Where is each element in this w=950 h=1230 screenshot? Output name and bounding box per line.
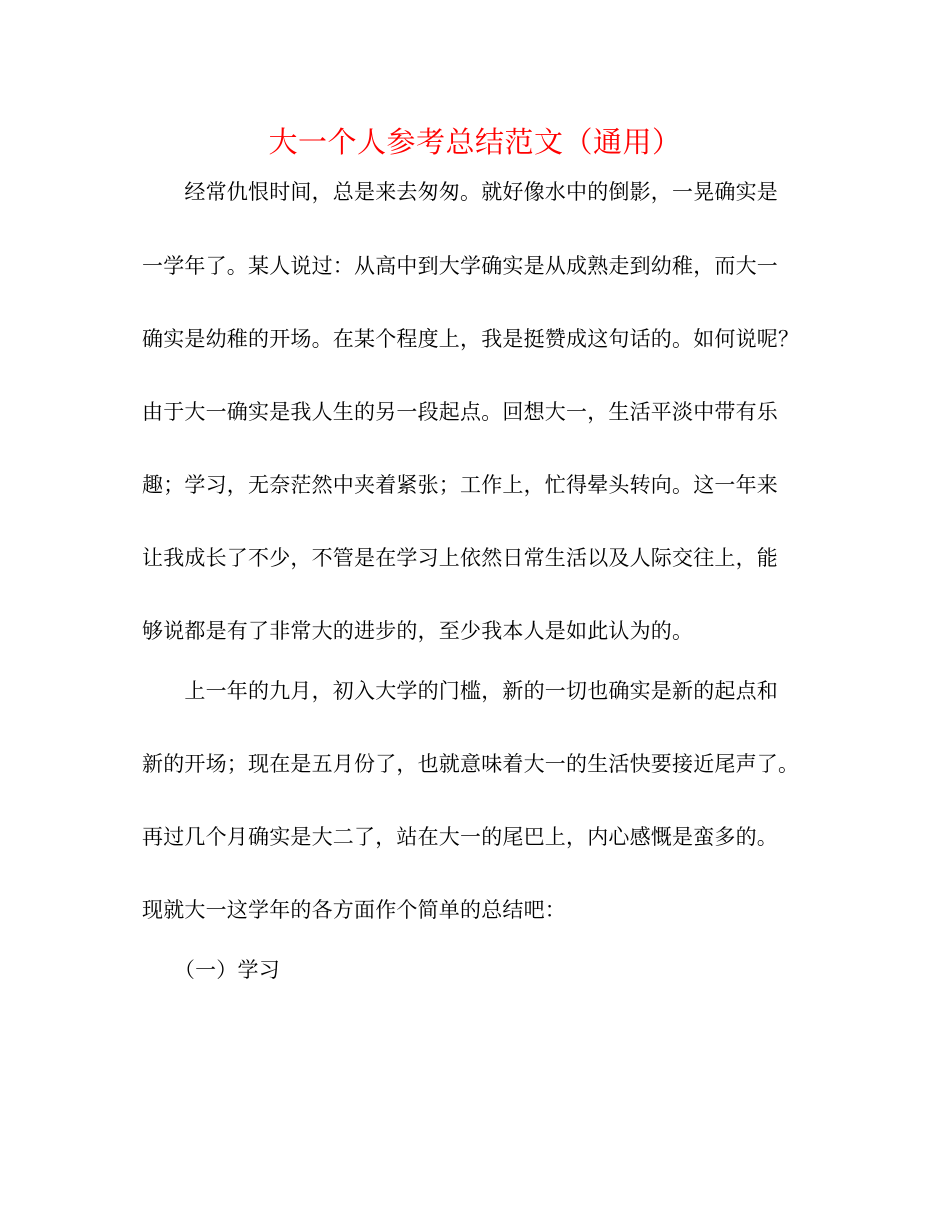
paragraph-line: 一学年了。某人说过：从高中到大学确实是从成熟走到幼稚，而大一 — [142, 254, 778, 278]
paragraph-line: 够说都是有了非常大的进步的，至少我本人是如此认为的。 — [142, 619, 694, 643]
paragraph-line: 由于大一确实是我人生的另一段起点。回想大一，生活平淡中带有乐 — [142, 400, 778, 424]
paragraph-line: 上一年的九月，初入大学的门槛，新的一切也确实是新的起点和 — [142, 679, 778, 703]
paragraph-line: 让我成长了不少，不管是在学习上依然日常生活以及人际交往上，能 — [142, 546, 778, 570]
paragraph-line: 新的开场；现在是五月份了，也就意味着大一的生活快要接近尾声了。 — [142, 752, 800, 776]
section-heading: （一）学习 — [142, 958, 280, 982]
paragraph-line: 现就大一这学年的各方面作个简单的总结吧： — [142, 898, 566, 922]
document-title: 大一个人参考总结范文（通用） — [268, 125, 682, 159]
paragraph-line: 再过几个月确实是大二了，站在大一的尾巴上，内心感慨是蛮多的。 — [142, 825, 778, 849]
paragraph-line: 确实是幼稚的开场。在某个程度上，我是挺赞成这句话的。如何说呢？ — [142, 327, 800, 351]
paragraph-line: 趣；学习，无奈茫然中夹着紧张；工作上，忙得晕头转向。这一年来 — [142, 473, 778, 497]
paragraph-line: 经常仇恨时间，总是来去匆匆。就好像水中的倒影，一晃确实是 — [142, 180, 778, 204]
